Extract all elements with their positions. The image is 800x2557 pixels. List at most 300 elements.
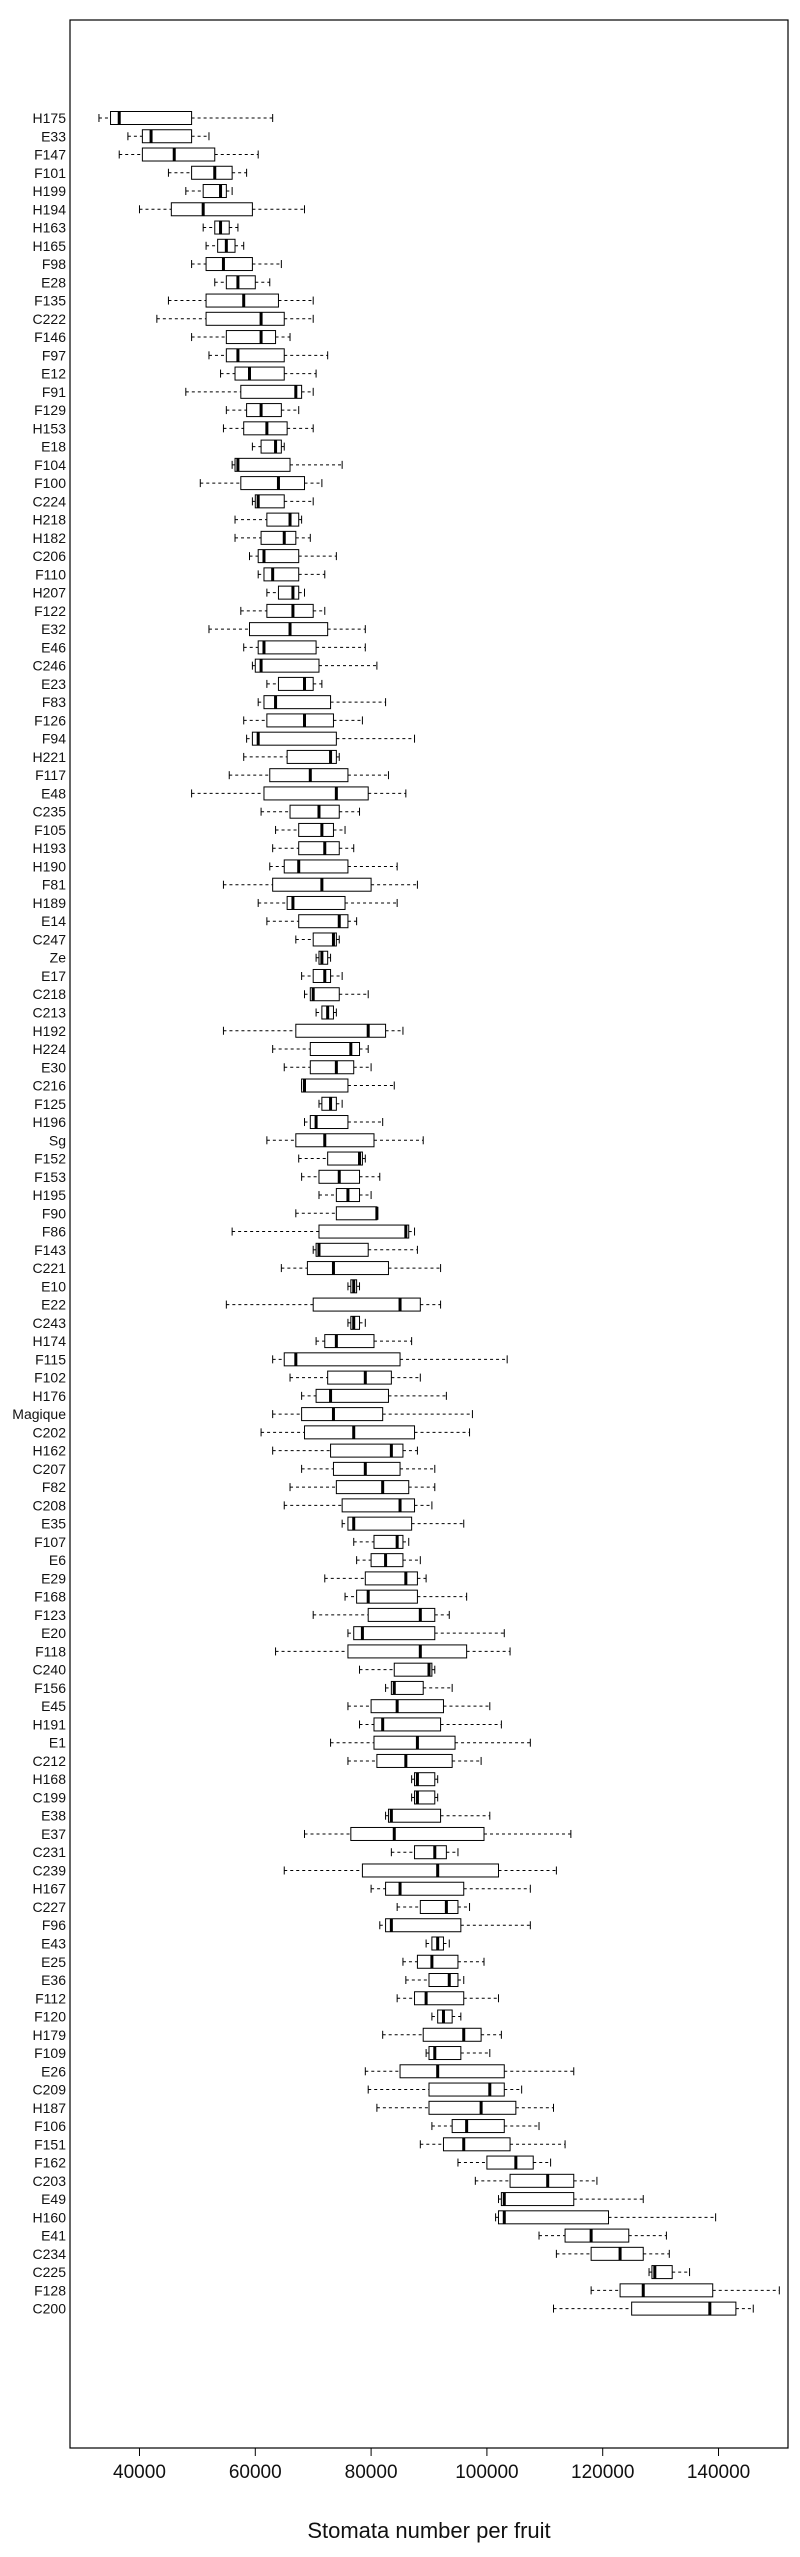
category-label: F118 <box>35 1643 66 1660</box>
box-iqr <box>252 732 336 745</box>
box-F135 <box>168 294 313 307</box>
category-label: Sg <box>48 1132 66 1149</box>
category-label: F147 <box>34 146 66 163</box>
box-E49 <box>498 2193 643 2206</box>
category-label: F125 <box>34 1095 66 1112</box>
category-label: C207 <box>32 1460 66 1477</box>
category-label: F105 <box>34 821 66 838</box>
box-iqr <box>307 1262 388 1275</box>
category-label: H179 <box>32 2026 66 2043</box>
category-label: E12 <box>41 365 66 382</box>
box-C212 <box>348 1754 481 1767</box>
box-H153 <box>223 422 313 435</box>
box-C240 <box>360 1663 435 1676</box>
category-label: F128 <box>34 2282 66 2299</box>
category-label: C239 <box>32 1862 66 1879</box>
category-label: H162 <box>32 1442 66 1459</box>
category-label: F100 <box>34 475 66 492</box>
category-label: C221 <box>32 1260 66 1277</box>
category-label: F126 <box>34 712 66 729</box>
category-label: H167 <box>32 1880 66 1897</box>
box-iqr <box>290 805 339 818</box>
box-iqr <box>391 1681 423 1694</box>
box-H194 <box>139 203 304 216</box>
box-C235 <box>261 805 359 818</box>
box-iqr <box>267 604 313 617</box>
box-C202 <box>261 1426 469 1439</box>
box-C199 <box>412 1791 438 1804</box>
box-iqr <box>235 367 284 380</box>
category-label: F151 <box>34 2136 66 2153</box>
box-iqr <box>299 842 340 855</box>
box-iqr <box>342 1499 414 1512</box>
category-label: C218 <box>32 986 66 1003</box>
category-label: H207 <box>32 584 66 601</box>
box-H195 <box>319 1189 371 1202</box>
category-label: C203 <box>32 2172 66 2189</box>
box-iqr <box>452 2120 504 2133</box>
box-iqr <box>261 440 281 453</box>
box-C213 <box>316 1006 336 1019</box>
box-Magique <box>273 1408 473 1421</box>
box-E41 <box>539 2229 666 2242</box>
category-label: E43 <box>41 1935 66 1952</box>
box-H168 <box>412 1773 438 1786</box>
category-label: C227 <box>32 1898 66 1915</box>
category-label: F90 <box>41 1205 66 1222</box>
box-iqr <box>591 2247 643 2260</box>
category-label: H153 <box>32 420 66 437</box>
box-iqr <box>313 969 330 982</box>
category-label: F153 <box>34 1168 66 1185</box>
box-H165 <box>206 239 244 252</box>
box-C231 <box>391 1846 458 1859</box>
box-F105 <box>276 823 345 836</box>
box-F118 <box>276 1645 511 1658</box>
box-iqr <box>313 1298 420 1311</box>
category-label: F120 <box>34 2008 66 2025</box>
box-iqr <box>287 750 336 763</box>
x-tick-label: 60000 <box>228 2462 282 2483</box>
category-label: F156 <box>34 1679 66 1696</box>
box-E29 <box>325 1572 426 1585</box>
box-E12 <box>221 367 317 380</box>
box-iqr <box>264 787 368 800</box>
box-F125 <box>319 1097 342 1110</box>
category-label: E33 <box>41 128 66 145</box>
box-Ze <box>316 951 330 964</box>
category-label: E22 <box>41 1296 66 1313</box>
category-label: C202 <box>32 1424 66 1441</box>
category-label: E49 <box>41 2191 66 2208</box>
box-iqr <box>258 641 316 654</box>
box-E1 <box>331 1736 531 1749</box>
box-H224 <box>273 1043 369 1056</box>
category-label: H176 <box>32 1387 66 1404</box>
box-E23 <box>267 677 322 690</box>
category-label: H199 <box>32 183 66 200</box>
category-label: C208 <box>32 1497 66 1514</box>
box-F126 <box>244 714 363 727</box>
box-iqr <box>305 1426 415 1439</box>
box-iqr <box>203 185 226 198</box>
box-iqr <box>171 203 252 216</box>
category-label: H190 <box>32 858 66 875</box>
box-iqr <box>226 276 255 289</box>
box-iqr <box>386 1919 461 1932</box>
box-F86 <box>232 1225 414 1238</box>
category-label: F106 <box>34 2118 66 2135</box>
box-C221 <box>281 1262 440 1275</box>
box-F168 <box>345 1590 467 1603</box>
category-label: E32 <box>41 621 66 638</box>
category-label: F110 <box>35 566 66 583</box>
category-label: H163 <box>32 219 66 236</box>
category-label: H195 <box>32 1187 66 1204</box>
box-iqr <box>325 1335 374 1348</box>
box-F101 <box>168 166 246 179</box>
category-label: F91 <box>41 383 66 400</box>
category-label: C206 <box>32 548 66 565</box>
category-label: E26 <box>41 2063 66 2080</box>
box-E17 <box>302 969 343 982</box>
box-iqr <box>206 258 252 271</box>
category-label: E36 <box>41 1972 66 1989</box>
box-F128 <box>591 2284 779 2297</box>
box-iqr <box>287 896 345 909</box>
x-tick-label: 80000 <box>344 2462 398 2483</box>
category-label: E23 <box>41 675 66 692</box>
category-label: E10 <box>41 1278 66 1295</box>
category-label: E29 <box>41 1570 66 1587</box>
box-F146 <box>192 331 290 344</box>
category-label: H192 <box>32 1022 66 1039</box>
box-F112 <box>397 1992 498 2005</box>
box-F123 <box>313 1608 449 1621</box>
category-label: E48 <box>41 785 66 802</box>
box-H179 <box>383 2028 502 2041</box>
box-H175 <box>99 112 273 125</box>
box-iqr <box>429 2083 504 2096</box>
box-H196 <box>305 1116 383 1129</box>
box-C224 <box>252 495 313 508</box>
box-iqr <box>264 696 331 709</box>
category-labels <box>12 110 66 2317</box>
box-E38 <box>386 1809 490 1822</box>
category-label: C225 <box>32 2264 66 2281</box>
box-F143 <box>313 1243 417 1256</box>
box-iqr <box>415 1992 464 2005</box>
box-C247 <box>296 933 339 946</box>
box-E26 <box>365 2065 573 2078</box>
box-H218 <box>235 513 302 526</box>
category-label: F146 <box>34 329 66 346</box>
category-label: H194 <box>32 201 66 218</box>
category-label: C199 <box>32 1789 66 1806</box>
box-E45 <box>348 1700 490 1713</box>
box-C234 <box>556 2247 669 2260</box>
x-tick-label: 40000 <box>113 2462 166 2483</box>
category-label: C247 <box>32 931 66 948</box>
category-label: F152 <box>34 1150 66 1167</box>
box-C243 <box>348 1316 365 1329</box>
box-F120 <box>432 2010 461 2023</box>
x-tick-label: 120000 <box>571 2462 635 2483</box>
box-iqr <box>111 112 192 125</box>
box-C208 <box>284 1499 432 1512</box>
category-label: F83 <box>41 694 66 711</box>
category-label: C200 <box>32 2300 66 2317</box>
category-label: C246 <box>32 657 66 674</box>
box-iqr <box>348 1517 412 1530</box>
box-iqr <box>278 677 313 690</box>
box-iqr <box>299 823 334 836</box>
box-F122 <box>241 604 325 617</box>
box-iqr <box>316 1389 388 1402</box>
box-C203 <box>475 2174 597 2187</box>
category-label: F135 <box>34 292 66 309</box>
category-label: C235 <box>32 803 66 820</box>
box-F104 <box>232 458 342 471</box>
box-F129 <box>226 404 298 417</box>
category-label: E45 <box>41 1698 66 1715</box>
box-F109 <box>426 2047 490 2060</box>
category-label: H224 <box>32 1041 66 1058</box>
category-label: C234 <box>32 2245 66 2262</box>
box-iqr <box>362 1864 498 1877</box>
box-F152 <box>299 1152 366 1165</box>
box-H207 <box>267 586 305 599</box>
box-iqr <box>302 1079 348 1092</box>
category-label: C231 <box>32 1844 66 1861</box>
box-iqr <box>284 1353 400 1366</box>
box-iqr <box>371 1700 443 1713</box>
box-iqr <box>377 1754 452 1767</box>
box-C200 <box>553 2302 753 2315</box>
box-iqr <box>142 148 214 161</box>
category-label: C209 <box>32 2081 66 2098</box>
box-iqr <box>296 1134 374 1147</box>
category-label: F81 <box>41 876 66 893</box>
box-iqr <box>415 1846 447 1859</box>
box-C216 <box>302 1079 395 1092</box>
category-label: E37 <box>41 1825 66 1842</box>
box-E18 <box>252 440 284 453</box>
box-iqr <box>429 1974 458 1987</box>
category-label: E25 <box>41 1953 66 1970</box>
category-label: E1 <box>48 1734 66 1751</box>
box-iqr <box>310 1061 353 1074</box>
category-label: E14 <box>41 913 66 930</box>
box-H162 <box>273 1444 418 1457</box>
box-F81 <box>223 878 417 891</box>
box-iqr <box>487 2156 533 2169</box>
box-E22 <box>226 1298 440 1311</box>
box-F162 <box>458 2156 551 2169</box>
category-label: H189 <box>32 894 66 911</box>
category-label: C222 <box>32 310 66 327</box>
category-label: E28 <box>41 274 66 291</box>
box-F83 <box>258 696 385 709</box>
box-E36 <box>406 1974 464 1987</box>
category-label: F115 <box>35 1351 66 1368</box>
category-label: H165 <box>32 237 66 254</box>
category-label: F143 <box>34 1241 66 1258</box>
category-label: F109 <box>34 2045 66 2062</box>
box-iqr <box>247 404 282 417</box>
box-iqr <box>351 1827 484 1840</box>
category-label: E18 <box>41 438 66 455</box>
box-iqr <box>319 1225 409 1238</box>
category-label: E41 <box>41 2227 66 2244</box>
box-E43 <box>426 1937 449 1950</box>
box-F98 <box>192 258 282 271</box>
box-iqr <box>264 568 299 581</box>
category-label: H168 <box>32 1771 66 1788</box>
box-C239 <box>284 1864 556 1877</box>
category-label: H187 <box>32 2099 66 2116</box>
box-iqr <box>255 659 319 672</box>
box-iqr <box>501 2193 573 2206</box>
box-F110 <box>258 568 325 581</box>
box-iqr <box>235 458 290 471</box>
box-iqr <box>336 1481 408 1494</box>
box-C206 <box>250 550 337 563</box>
x-axis <box>113 2448 750 2483</box>
box-F97 <box>209 349 328 362</box>
category-label: F112 <box>35 1990 66 2007</box>
box-H174 <box>316 1335 412 1348</box>
box-E46 <box>244 641 366 654</box>
box-C218 <box>305 988 369 1001</box>
category-label: F97 <box>41 347 66 364</box>
box-iqr <box>423 2028 481 2041</box>
category-label: C212 <box>32 1752 66 1769</box>
category-label: H221 <box>32 748 66 765</box>
category-label: Ze <box>49 949 66 966</box>
box-iqr <box>386 1882 464 1895</box>
box-iqr <box>284 860 348 873</box>
box-F102 <box>290 1371 420 1384</box>
box-iqr <box>348 1645 467 1658</box>
boxes-layer <box>99 112 779 2316</box>
category-label: F129 <box>34 402 66 419</box>
box-H167 <box>371 1882 530 1895</box>
category-label: E46 <box>41 639 66 656</box>
box-iqr <box>354 1627 435 1640</box>
box-C222 <box>157 312 313 325</box>
box-E48 <box>192 787 406 800</box>
category-label: H175 <box>32 110 66 126</box>
box-iqr <box>417 1955 458 1968</box>
box-E25 <box>403 1955 484 1968</box>
category-label: F102 <box>34 1369 66 1386</box>
box-F100 <box>200 477 322 490</box>
box-F147 <box>119 148 258 161</box>
box-C246 <box>252 659 376 672</box>
box-iqr <box>429 2101 516 2114</box>
box-H193 <box>273 842 354 855</box>
box-E35 <box>342 1517 464 1530</box>
category-label: F104 <box>34 456 66 473</box>
category-label: F168 <box>34 1588 66 1605</box>
category-label: C216 <box>32 1077 66 1094</box>
box-E10 <box>348 1280 360 1293</box>
box-iqr <box>316 1243 368 1256</box>
box-F115 <box>273 1353 508 1366</box>
box-H176 <box>302 1389 447 1402</box>
box-iqr <box>328 1152 363 1165</box>
box-iqr <box>565 2229 629 2242</box>
category-label: C213 <box>32 1004 66 1021</box>
category-label: E6 <box>48 1552 66 1569</box>
box-H187 <box>377 2101 554 2114</box>
box-H160 <box>496 2211 716 2224</box>
box-iqr <box>226 331 275 344</box>
category-label: H191 <box>32 1716 66 1733</box>
box-iqr <box>328 1371 392 1384</box>
box-iqr <box>365 1572 417 1585</box>
box-F151 <box>420 2138 565 2151</box>
box-iqr <box>510 2174 574 2187</box>
box-F153 <box>302 1170 380 1183</box>
box-E28 <box>215 276 270 289</box>
box-iqr <box>620 2284 713 2297</box>
category-label: F98 <box>41 256 66 273</box>
box-F117 <box>229 769 388 782</box>
category-label: H193 <box>32 840 66 857</box>
box-F91 <box>186 385 313 398</box>
category-label: E20 <box>41 1625 66 1642</box>
box-F107 <box>354 1535 409 1548</box>
category-label: H182 <box>32 529 66 546</box>
box-E37 <box>305 1827 571 1840</box>
box-E20 <box>348 1627 504 1640</box>
category-label: H174 <box>32 1333 66 1350</box>
category-label: F123 <box>34 1606 66 1623</box>
box-F90 <box>296 1207 377 1220</box>
box-E14 <box>267 915 357 928</box>
category-label: F101 <box>34 164 66 181</box>
box-iqr <box>302 1408 383 1421</box>
category-label: Magique <box>12 1406 66 1423</box>
category-label: E30 <box>41 1059 66 1076</box>
box-E30 <box>284 1061 371 1074</box>
box-iqr <box>241 477 305 490</box>
box-F156 <box>386 1681 453 1694</box>
box-H199 <box>186 185 232 198</box>
box-iqr <box>357 1590 418 1603</box>
box-H191 <box>360 1718 502 1731</box>
box-iqr <box>192 166 233 179</box>
category-label: H196 <box>32 1114 66 1131</box>
box-F106 <box>432 2120 539 2133</box>
box-iqr <box>400 2065 504 2078</box>
x-axis-title: Stomata number per fruit <box>307 2518 551 2543</box>
box-F96 <box>380 1919 531 1932</box>
category-label: E35 <box>41 1515 66 1532</box>
box-iqr <box>374 1736 455 1749</box>
category-label: H160 <box>32 2209 66 2226</box>
box-C207 <box>302 1462 435 1475</box>
category-label: F86 <box>41 1223 66 1240</box>
category-label: F107 <box>34 1533 66 1550</box>
box-C225 <box>649 2266 690 2279</box>
category-label: F122 <box>34 602 66 619</box>
box-Sg <box>267 1134 423 1147</box>
box-iqr <box>443 2138 510 2151</box>
box-iqr <box>278 586 298 599</box>
